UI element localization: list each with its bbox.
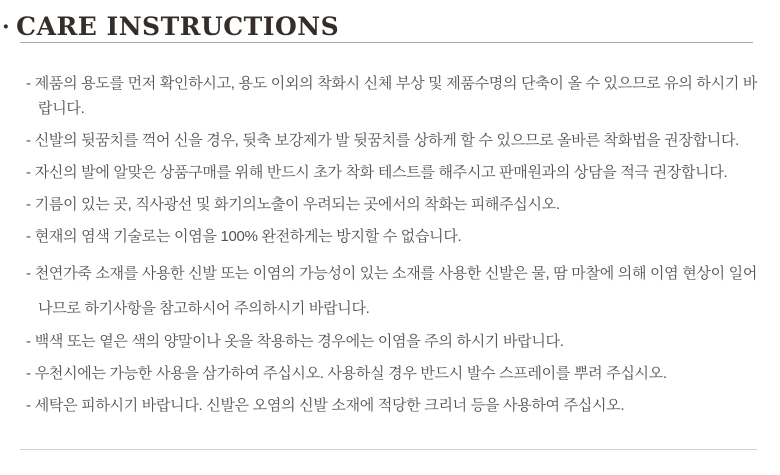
item-dash: - bbox=[26, 265, 31, 282]
care-instruction-text: 백색 또는 옅은 색의 양말이나 옷을 착용하는 경우에는 이염을 주의 하시기 바랍니다. bbox=[34, 333, 564, 350]
item-dash: - bbox=[26, 75, 31, 92]
care-instruction-text: 제품의 용도를 먼저 확인하시고, 용도 이외의 착화시 신체 부상 및 제품수명의 단축이 올 수 있으므로 유의 하시기 바랍니다. bbox=[34, 75, 758, 117]
item-dash: - bbox=[26, 196, 31, 213]
care-instruction-text: 세탁은 피하시기 바랍니다. 신발은 오염의 신발 소재에 적당한 크리너 등을 사용하여 주십시오. bbox=[34, 397, 625, 414]
care-instruction-item bbox=[26, 361, 758, 386]
care-instruction-item bbox=[26, 128, 758, 153]
item-dash: - bbox=[26, 333, 31, 350]
care-instruction-text: 우천시에는 가능한 사용을 삼가하여 주십시오. 사용하실 경우 반드시 발수 스프레이를 뿌려 주십시오. bbox=[34, 365, 667, 382]
care-instruction-item bbox=[26, 256, 758, 326]
care-instruction-item bbox=[26, 393, 758, 418]
care-instruction-text: 기름이 있는 곳, 직사광선 및 화기의노출이 우려되는 곳에서의 착화는 피해주십시오. bbox=[34, 196, 560, 213]
care-instruction-item bbox=[26, 192, 758, 217]
top-divider bbox=[20, 42, 753, 43]
care-instruction-text: 신발의 뒷꿈치를 꺽어 신을 경우, 뒷축 보강제가 발 뒷꿈치를 상하게 할 수 있으므로 올바른 착화법을 권장합니다. bbox=[34, 132, 740, 149]
care-instruction-text: 천연가죽 소재를 사용한 신발 또는 이염의 가능성이 있는 소재를 사용한 신발은 물, 땀 마찰에 의해 이염 현상이 일어나므로 하기사항을 참고하시어 주의하시기 바랍니다. bbox=[34, 265, 758, 317]
care-instruction-item bbox=[26, 71, 758, 121]
item-dash: - bbox=[26, 397, 31, 414]
care-instruction-text: 현재의 염색 기술로는 이염을 100% 완전하게는 방지할 수 없습니다. bbox=[34, 228, 462, 245]
item-dash: - bbox=[26, 164, 31, 181]
care-instructions-list bbox=[26, 71, 758, 425]
item-dash: - bbox=[26, 365, 31, 382]
care-instruction-item bbox=[26, 160, 758, 185]
care-instruction-item bbox=[26, 329, 758, 354]
section-title bbox=[2, 12, 339, 41]
care-instruction-item bbox=[26, 224, 758, 249]
item-dash: - bbox=[26, 132, 31, 149]
item-dash: - bbox=[26, 228, 31, 245]
title-bullet-dot: · bbox=[2, 13, 11, 40]
bottom-divider bbox=[20, 449, 757, 450]
section-title-text: CARE INSTRUCTIONS bbox=[16, 11, 340, 41]
care-instruction-text: 자신의 발에 알맞은 상품구매를 위해 반드시 초가 착화 테스트를 해주시고 판매원과의 상담을 적극 권장합니다. bbox=[34, 164, 728, 181]
